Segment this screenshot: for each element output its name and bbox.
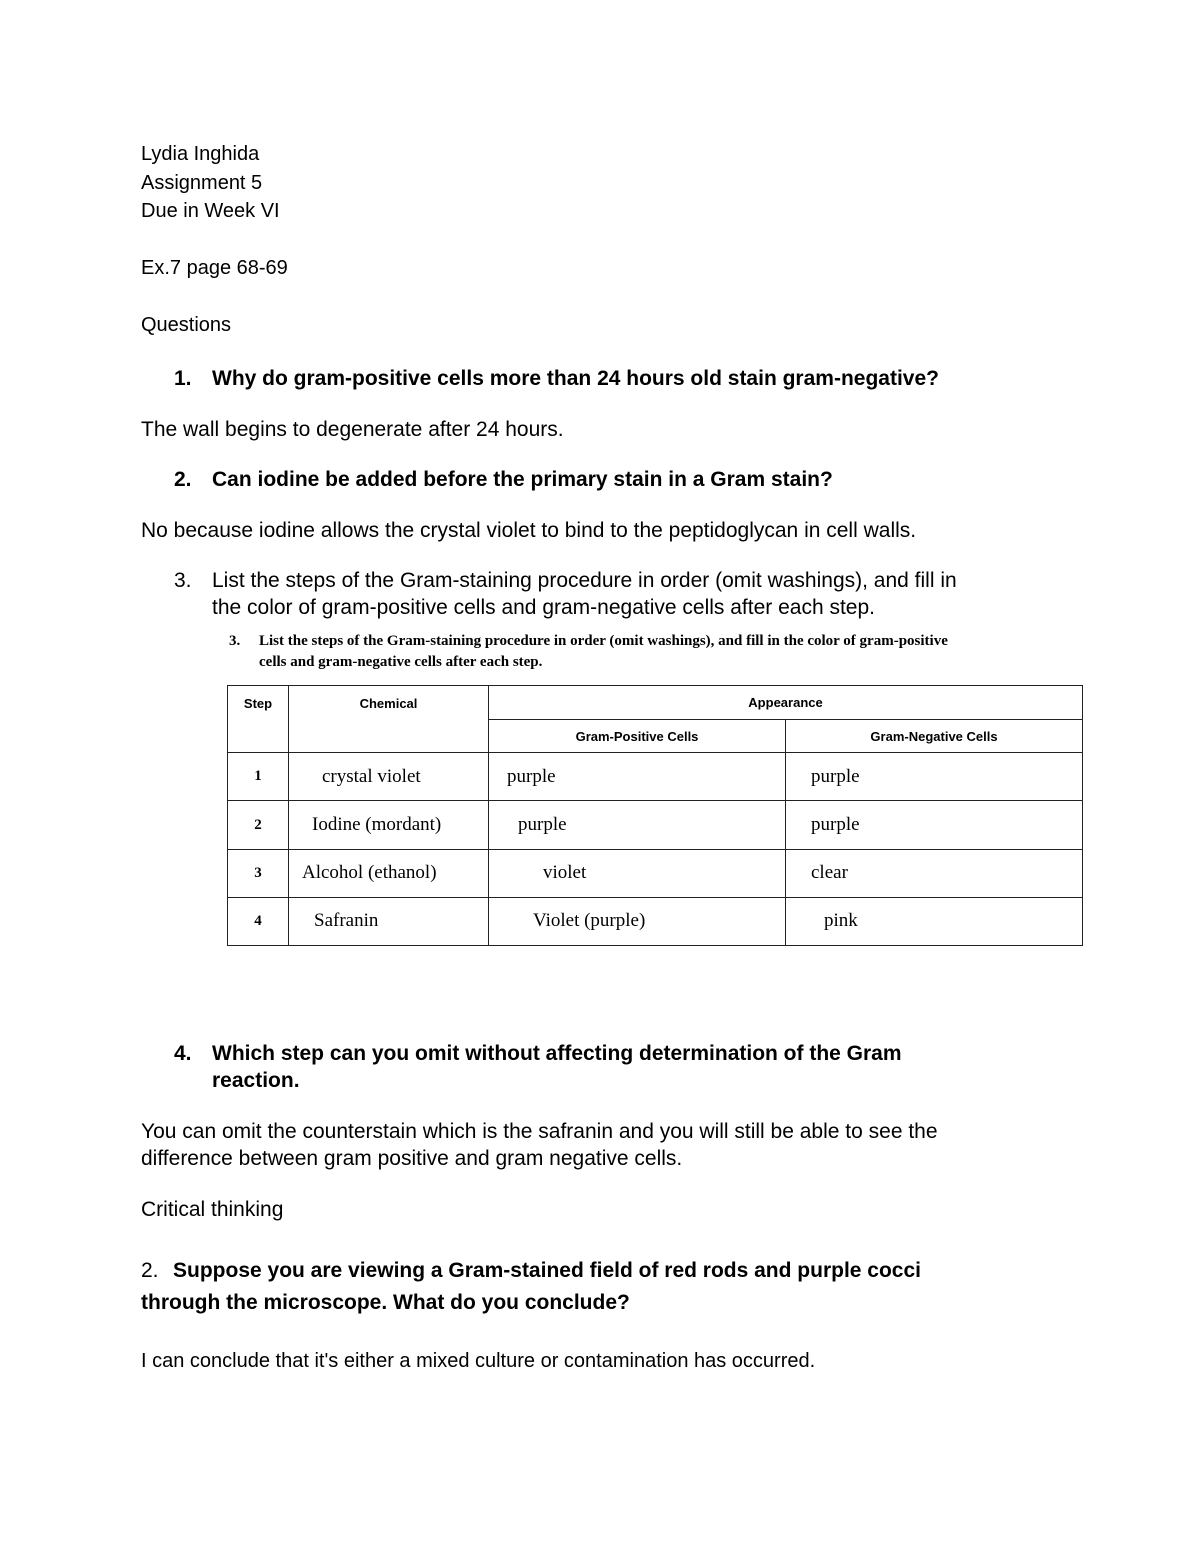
header-chemical: Chemical	[289, 686, 489, 753]
question-4-line-1: Which step can you omit without affecting determination of the Gram	[212, 1042, 902, 1065]
question-3-number: 3.	[174, 569, 192, 592]
header-appearance: Appearance	[489, 686, 1083, 720]
due-date: Due in Week VI	[141, 200, 280, 222]
gram-positive-cell: violet	[489, 849, 786, 897]
critical-thinking-heading: Critical thinking	[141, 1198, 284, 1221]
header-step: Step	[228, 686, 289, 753]
critical-question-2	[141, 1259, 921, 1283]
answer-1: The wall begins to degenerate after 24 hours.	[141, 418, 564, 441]
figure-caption-line-1: List the steps of the Gram-staining procedure in order (omit washings), and fill in the color of gram-positive	[259, 633, 948, 649]
question-3-line-2: the color of gram-positive cells and gram-negative cells after each step.	[212, 596, 875, 619]
critical-question-number: 2.	[141, 1259, 159, 1282]
gram-negative-cell: purple	[786, 753, 1083, 801]
question-3-line-1: List the steps of the Gram-staining procedure in order (omit washings), and fill in	[212, 569, 957, 592]
question-4	[174, 1042, 902, 1066]
figure-caption-number: 3.	[229, 633, 241, 649]
question-4-line-2: reaction.	[212, 1069, 300, 1092]
step-number: 1	[228, 753, 289, 801]
table-row	[228, 897, 1083, 945]
header-gram-positive: Gram-Positive Cells	[489, 720, 786, 753]
critical-answer: I can conclude that it's either a mixed culture or contamination has occurred.	[141, 1350, 816, 1372]
answer-2: No because iodine allows the crystal violet to bind to the peptidoglycan in cell walls.	[141, 519, 917, 542]
question-2	[174, 468, 833, 492]
critical-question-line-1: Suppose you are viewing a Gram-stained field of red rods and purple cocci	[173, 1259, 922, 1282]
gram-positive-cell: Violet (purple)	[489, 897, 786, 945]
gram-stain-table	[227, 685, 1083, 946]
section-heading: Questions	[141, 314, 232, 336]
chemical-cell: Iodine (mordant)	[289, 801, 489, 849]
gram-positive-cell: purple	[489, 753, 786, 801]
gram-negative-cell: pink	[786, 897, 1083, 945]
exercise-reference: Ex.7 page 68-69	[141, 257, 288, 279]
question-1-text: Why do gram-positive cells more than 24 hours old stain gram-negative?	[212, 367, 939, 390]
critical-question-line-2: through the microscope. What do you conclude?	[141, 1291, 630, 1314]
chemical-cell: Alcohol (ethanol)	[289, 849, 489, 897]
step-number: 4	[228, 897, 289, 945]
answer-4-line-2: difference between gram positive and gram negative cells.	[141, 1147, 683, 1170]
step-number: 3	[228, 849, 289, 897]
question-4-number: 4.	[174, 1042, 192, 1065]
assignment-title: Assignment 5	[141, 172, 263, 194]
chemical-cell: crystal violet	[289, 753, 489, 801]
question-1	[174, 367, 939, 391]
table-row	[228, 849, 1083, 897]
figure-caption	[229, 631, 1089, 673]
table-row	[228, 753, 1083, 801]
step-number: 2	[228, 801, 289, 849]
header-gram-negative: Gram-Negative Cells	[786, 720, 1083, 753]
gram-negative-cell: purple	[786, 801, 1083, 849]
gram-positive-cell: purple	[489, 801, 786, 849]
table-row	[228, 801, 1083, 849]
gram-negative-cell: clear	[786, 849, 1083, 897]
question-3	[174, 569, 957, 593]
student-name: Lydia Inghida	[141, 143, 260, 165]
question-2-text: Can iodine be added before the primary stain in a Gram stain?	[212, 468, 833, 491]
chemical-cell: Safranin	[289, 897, 489, 945]
answer-4-line-1: You can omit the counterstain which is the safranin and you will still be able to see the	[141, 1120, 938, 1143]
figure-caption-line-2: cells and gram-negative cells after each step.	[259, 654, 543, 670]
question-1-number: 1.	[174, 367, 192, 390]
question-2-number: 2.	[174, 468, 192, 491]
